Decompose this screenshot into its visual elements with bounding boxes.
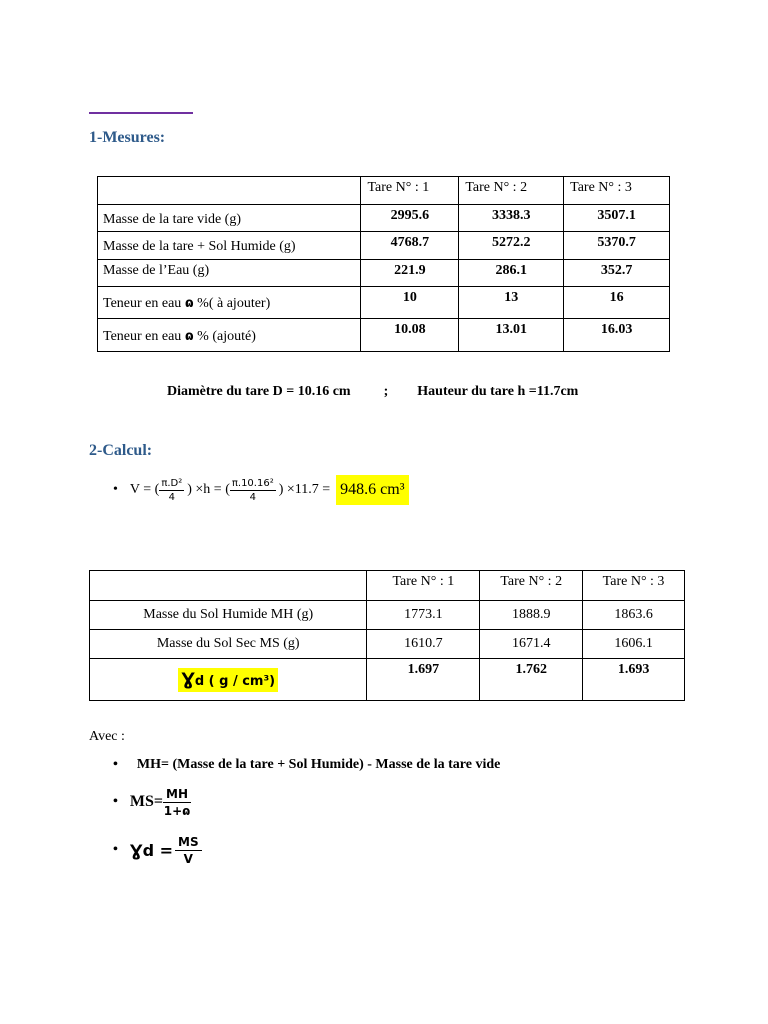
- value-cell: 16.03: [564, 319, 670, 352]
- calculation-table: [89, 570, 685, 701]
- row-label-suffix: %( à ajouter): [197, 296, 271, 311]
- fraction-numerator: π.D²: [161, 477, 183, 489]
- table-row: [98, 260, 670, 287]
- row-label: Masse du Sol Humide MH (g): [90, 601, 367, 630]
- value-cell: 1671.4: [480, 630, 583, 659]
- height-text: Hauteur du tare h =11.7cm: [417, 384, 579, 399]
- bullet-icon: •: [113, 842, 118, 857]
- value-cell: 1.693: [583, 659, 685, 701]
- bullet-icon: •: [113, 482, 118, 497]
- gamma-symbol: Ɣ: [181, 669, 195, 690]
- value-cell: 2995.6: [361, 205, 459, 232]
- value-cell: 5272.2: [459, 232, 564, 260]
- omega-symbol: ɷ: [184, 296, 194, 311]
- table-row: [98, 319, 670, 352]
- value-cell: 1863.6: [583, 601, 685, 630]
- row-label: Masse de la tare vide (g): [98, 205, 361, 232]
- value-cell: 10.08: [361, 319, 459, 352]
- table-row: [90, 571, 685, 601]
- table-row: [90, 659, 685, 701]
- formula-mid: ) ×h = (: [187, 482, 230, 497]
- value-cell: 1606.1: [583, 630, 685, 659]
- gamma-d-definition: [113, 829, 202, 871]
- ms-fraction: [163, 786, 191, 819]
- value-cell: 3507.1: [564, 205, 670, 232]
- table-row: [98, 177, 670, 205]
- dimensions-line: [167, 384, 578, 400]
- table-header-cell: Tare N° : 3: [564, 177, 670, 205]
- table-header-cell: [90, 571, 367, 601]
- bullet-icon: •: [113, 794, 118, 809]
- row-label: [98, 287, 361, 319]
- value-cell: 221.9: [361, 260, 459, 287]
- avec-intro: Avec :: [89, 729, 125, 744]
- fraction-denominator: 4: [168, 491, 175, 503]
- fraction-numerator: π.10.16²: [231, 477, 274, 489]
- row-label-text: Teneur en eau: [103, 296, 182, 311]
- value-cell: 1.697: [367, 659, 480, 701]
- formula-post: ) ×11.7 =: [278, 482, 331, 497]
- table-header-cell: Tare N° : 2: [480, 571, 583, 601]
- value-cell: 1.762: [480, 659, 583, 701]
- table-row: [98, 205, 670, 232]
- fraction-numerator: MS: [175, 834, 202, 851]
- top-rule: [89, 112, 193, 114]
- value-cell: 13: [459, 287, 564, 319]
- value-cell: 1773.1: [367, 601, 480, 630]
- table-row: [98, 232, 670, 260]
- measurements-table: [97, 176, 670, 352]
- table-header-cell: [98, 177, 361, 205]
- separator-text: ;: [383, 384, 389, 399]
- value-cell: 1610.7: [367, 630, 480, 659]
- table-row: [98, 287, 670, 319]
- row-label-text: Teneur en eau: [103, 328, 182, 344]
- volume-formula: [113, 472, 409, 508]
- table-row: [90, 630, 685, 659]
- table-header-cell: Tare N° : 3: [583, 571, 685, 601]
- section-2-title: 2-Calcul:: [89, 442, 153, 459]
- value-cell: 3338.3: [459, 205, 564, 232]
- row-label-suffix: % (ajouté): [197, 328, 256, 344]
- value-cell: 10: [361, 287, 459, 319]
- section-1-title: 1-Mesures:: [89, 129, 166, 146]
- value-cell: 5370.7: [564, 232, 670, 260]
- row-label: Masse de la tare + Sol Humide (g): [98, 232, 361, 260]
- row-label: Masse de l’Eau (g): [98, 260, 361, 287]
- table-header-cell: Tare N° : 1: [367, 571, 480, 601]
- value-cell: 16: [564, 287, 670, 319]
- fraction-denominator: V: [183, 851, 193, 866]
- mh-definition: [113, 757, 500, 773]
- ms-definition: [113, 781, 191, 823]
- fraction-denominator: 4: [249, 491, 256, 503]
- row-label: [90, 659, 367, 701]
- gamma-d-lhs: Ɣd =: [129, 840, 174, 860]
- fraction-numerator: MH: [163, 786, 191, 803]
- table-header-cell: Tare N° : 1: [361, 177, 459, 205]
- fraction-pi-d2: [159, 477, 184, 504]
- omega-symbol: ɷ: [184, 328, 194, 344]
- mh-text: MH= (Masse de la tare + Sol Humide) - Masse de la tare vide: [136, 757, 501, 772]
- value-cell: 352.7: [564, 260, 670, 287]
- ms-lhs: MS=: [129, 793, 164, 810]
- value-cell: 13.01: [459, 319, 564, 352]
- table-header-cell: Tare N° : 2: [459, 177, 564, 205]
- bullet-icon: •: [113, 757, 118, 772]
- gamma-d-fraction: [175, 834, 202, 867]
- row-label: Masse du Sol Sec MS (g): [90, 630, 367, 659]
- gamma-d-label: [178, 668, 278, 692]
- value-cell: 286.1: [459, 260, 564, 287]
- row-label: [98, 319, 361, 352]
- value-cell: 1888.9: [480, 601, 583, 630]
- fraction-values: [230, 477, 276, 504]
- volume-result: 948.6 cm³: [336, 475, 408, 505]
- fraction-denominator: 1+ɷ: [163, 803, 191, 818]
- value-cell: 4768.7: [361, 232, 459, 260]
- table-row: [90, 601, 685, 630]
- formula-lhs: V = (: [129, 482, 160, 497]
- gamma-unit: d ( g / cm³): [194, 673, 276, 689]
- diameter-text: Diamètre du tare D = 10.16 cm: [167, 384, 351, 399]
